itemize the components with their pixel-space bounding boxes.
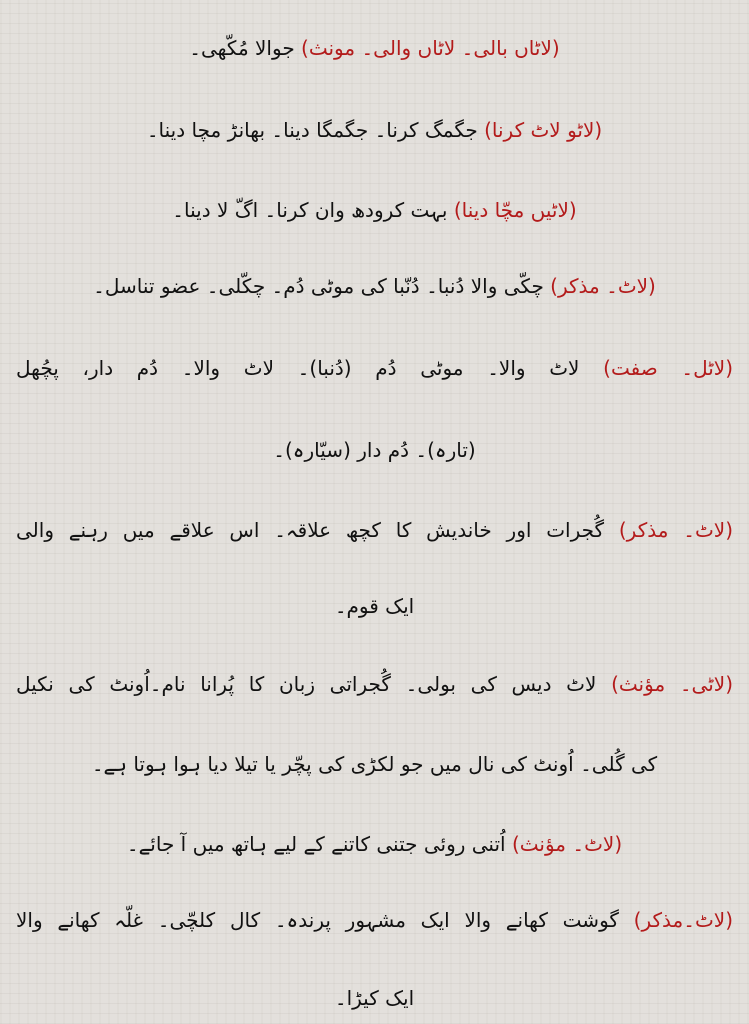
entry-definition: گوشت کھانے والا ایک مشہور پرندہ۔ کال کلچّی۔ غلّہ کھانے والا [16,908,619,932]
entry-definition: لاٹ والا۔ موٹی دُم (دُنبا)۔ لاٹ والا۔ دُم دار، پچُھل [16,356,580,380]
entry-continuation [16,590,733,624]
entry-headword: (لاٹ۔ مذکر) [550,274,656,298]
entry-line [16,514,733,548]
entry-definition: گُجرات اور خاندیش کا کچھ علاقہ۔ اس علاقے میں رہنے والی [16,518,605,542]
entry-line [16,668,733,702]
entry-line [16,352,733,386]
entry-line [16,114,733,148]
entry-definition: بہت کرودھ وان کرنا۔ اگّ لا دینا۔ [172,198,448,222]
entry-definition: اُتنی روئی جتنی کاتنے کے لیے ہاتھ میں آ جائے۔ [126,832,506,856]
entry-definition-continued: (تارہ)۔ دُم دار (سیّارہ)۔ [273,438,476,462]
entry-continuation [16,748,733,782]
entry-line [16,270,733,304]
entry-headword: (لاٹل۔ صفت) [603,356,733,380]
entry-line [16,828,733,862]
entry-headword: (لاٹیں مچّا دینا) [453,198,577,222]
entry-definition: چکّی والا دُنبا۔ دُنّبا کی موٹی دُم۔ چکّلی۔ عضو تناسل۔ [93,274,544,298]
entry-definition-continued: ایک کیڑا۔ [334,986,415,1010]
entry-definition-continued: کی گُلی۔ اُونٹ کی نال میں جو لکڑی کی پچّر یا تیلا دیا ہوا ہوتا ہے۔ [91,752,658,776]
entry-continuation [16,434,733,468]
entry-headword: (لاٹ۔ مذکر) [618,518,733,542]
entry-continuation [16,982,733,1016]
entry-headword: (لاٹو لاٹ کرنا) [484,118,603,142]
entry-definition: جگمگ کرنا۔ جگمگا دینا۔ بھانڑ مچا دینا۔ [146,118,478,142]
entry-headword: (لاٹاں بالی۔ لاٹاں والی۔ مونث) [301,36,560,60]
entry-definition: لاٹ دیس کی بولی۔ گُجراتی زبان کا پُرانا نام۔اُونٹ کی نکیل [16,672,597,696]
entry-definition: جوالا مُکّھی۔ [189,36,295,60]
entry-line [16,904,733,938]
entry-headword: (لاٹی۔ مؤنث) [611,672,733,696]
entry-line [16,32,733,66]
entry-definition-continued: ایک قوم۔ [334,594,415,618]
entry-headword: (لاٹ۔مذکر) [633,908,733,932]
entry-headword: (لاٹ۔ مؤنث) [511,832,623,856]
entry-line [16,194,733,228]
